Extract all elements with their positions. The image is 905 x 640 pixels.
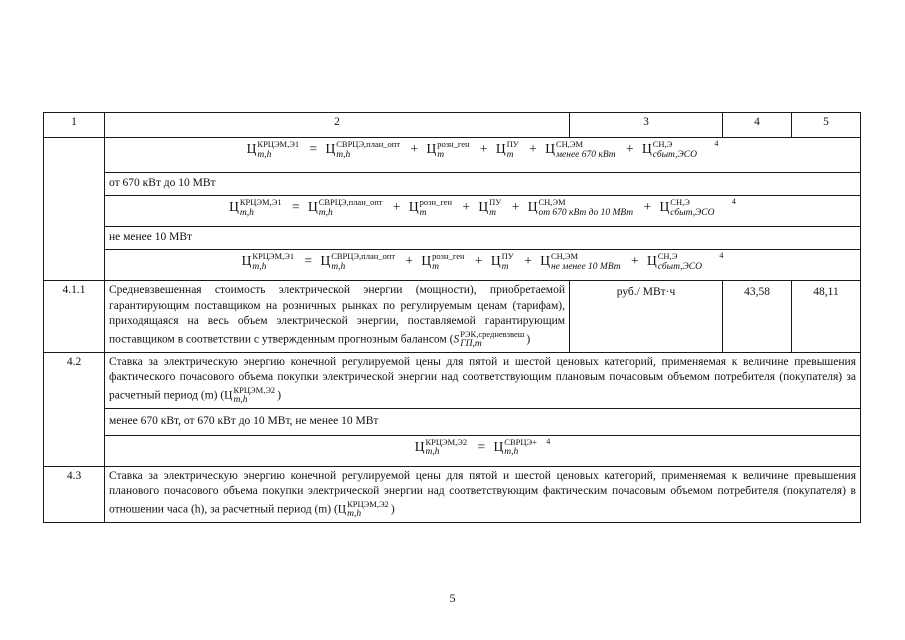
price-symbol: Ц xyxy=(527,199,538,215)
plus-sign: + xyxy=(631,253,639,269)
formula-not-less-10mw xyxy=(105,250,861,281)
formula-sup: ПУ xyxy=(489,197,502,207)
formula-sup: розн_ген xyxy=(419,197,453,207)
band-label: менее 670 кВт, от 670 кВт до 10 МВт, не менее 10 МВт xyxy=(105,408,861,435)
formula-sup: розн_ген xyxy=(437,139,470,149)
plus-sign: + xyxy=(405,253,414,269)
formula-sup: КРЦЭМ,Э2 xyxy=(425,436,468,447)
footnote-marker: 4 xyxy=(714,139,719,149)
formula-sub: ГП,m xyxy=(460,339,482,350)
price-symbol: Ц xyxy=(495,141,506,157)
price-symbol: Ц xyxy=(647,253,657,269)
footnote-marker: 4 xyxy=(719,251,724,261)
price-symbol: Ц xyxy=(490,253,501,269)
formula-e2 xyxy=(105,435,861,466)
formula-sup: СВРЦЭ,план_опт xyxy=(336,139,401,149)
price-symbol: Ц xyxy=(642,141,652,157)
formula-sub: m,h xyxy=(504,447,519,458)
formula-sub: m,h xyxy=(336,149,351,160)
formula-sup: СВРЦЭ,план_опт xyxy=(331,251,396,261)
formula-sub: m xyxy=(506,149,514,160)
price-symbol: Ц xyxy=(246,141,257,157)
formula-670kw-10mw xyxy=(105,196,861,227)
plus-sign: + xyxy=(474,253,483,269)
value-cell-2: 48,11 xyxy=(792,281,861,353)
formula-sup: КРЦЭМ,Э1 xyxy=(239,197,282,207)
page-number: 5 xyxy=(449,591,456,605)
price-symbol: Ц xyxy=(241,253,252,269)
row-number: 4.3 xyxy=(44,466,105,522)
row-number: 4.1.1 xyxy=(44,281,105,353)
header-row xyxy=(44,113,861,138)
formula-row-4 xyxy=(44,435,861,466)
formula-sub: не менее 10 МВт xyxy=(550,261,621,272)
formula-sup: СВРЦЭ,план_опт xyxy=(318,197,383,207)
formula-sup: ПУ xyxy=(506,139,519,149)
value-cell-1: 43,58 xyxy=(723,281,792,353)
price-symbol: Ц xyxy=(320,253,331,269)
row-description xyxy=(105,352,861,408)
formula-row-2 xyxy=(44,196,861,227)
plus-sign: + xyxy=(392,199,401,215)
price-symbol: Ц xyxy=(229,199,239,215)
header-col-4: 4 xyxy=(723,113,792,138)
description-text: Средневзвешенная стоимость электрической энергии (мощности), приобретаемой гарантирующим поставщиком на розничных рынках по регулируемым ценам (тарифам), приходящаяся на весь объем электрической энергии, поставляемой гарантирующим поставщиком в соответствии с утвержденным прогнозным балансом ( xyxy=(109,284,565,346)
price-symbol: Ц xyxy=(414,438,425,454)
formula-sup: СН,Э xyxy=(670,197,690,207)
formula-sup: КРЦЭМ,Э2 xyxy=(347,498,389,509)
equals-sign: = xyxy=(477,438,486,454)
formula-sub: m,h xyxy=(257,149,272,160)
row-4-1-1 xyxy=(44,281,861,353)
formula-sup: СН,ЭМ xyxy=(538,197,566,207)
formula-sub: m,h xyxy=(318,207,333,218)
band-label: не менее 10 МВт xyxy=(105,227,861,250)
price-symbol: Ц xyxy=(545,141,555,157)
formula-symbol: S xyxy=(453,333,460,346)
formula-sup: КРЦЭМ,Э1 xyxy=(252,251,295,261)
formula-sub: сбыт,ЭСО xyxy=(657,261,702,272)
plus-sign: + xyxy=(462,199,471,215)
header-col-3: 3 xyxy=(570,113,723,138)
formula-sub: от 670 кВт до 10 МВт xyxy=(538,207,634,218)
formula-sup: КРЦЭМ,Э2 xyxy=(233,384,276,395)
formula-sub: m,h xyxy=(425,447,440,458)
row-description xyxy=(105,281,570,353)
equals-sign: = xyxy=(291,199,300,215)
formula-sub: m,h xyxy=(239,207,254,218)
closing-paren: ) xyxy=(390,503,395,516)
formula-sub: сбыт,ЭСО xyxy=(652,149,697,160)
price-symbol: Ц xyxy=(426,141,437,157)
row-number: 4.2 xyxy=(44,352,105,466)
empty-number-cell xyxy=(44,138,105,281)
equals-sign: = xyxy=(304,253,313,269)
formula-sup: ПУ xyxy=(501,251,514,261)
formula-sup: СН,ЭМ xyxy=(550,251,579,261)
formula-sup: СН,Э xyxy=(657,251,678,261)
plus-sign: + xyxy=(410,141,419,157)
plus-sign: + xyxy=(626,141,634,157)
row-description xyxy=(105,466,861,522)
description-text: Ставка за электрическую энергию конечной регулируемой цены для пятой и шестой ценовых категорий, применяемая к величине превышения планового почасового объема покупки электрической энергии над соответствующим фактическим почасовым объемом потребителя (покупателя) в отношении часа (h), за расчетный период (m) ( xyxy=(109,469,856,516)
unit-cell: руб./ МВт·ч xyxy=(570,281,723,353)
price-symbol: Ц xyxy=(421,253,432,269)
plus-sign: + xyxy=(529,141,537,157)
formula-sup: СН,ЭМ xyxy=(555,139,584,149)
equals-sign: = xyxy=(309,141,318,157)
formula-sup: розн_ген xyxy=(432,251,465,261)
price-symbol: Ц xyxy=(307,199,318,215)
closing-paren: ) xyxy=(526,333,531,346)
price-symbol: Ц xyxy=(478,199,489,215)
formula-sub: m xyxy=(489,207,497,218)
formula-sup: КРЦЭМ,Э1 xyxy=(257,139,300,149)
row-4-3 xyxy=(44,466,861,522)
plus-sign: + xyxy=(643,199,652,215)
price-symbol: Ц xyxy=(337,503,347,516)
formula-sub: сбыт,ЭСО xyxy=(670,207,715,218)
formula-sub: m xyxy=(419,207,427,218)
band-row-2 xyxy=(44,227,861,250)
band-row-3 xyxy=(44,408,861,435)
price-symbol: Ц xyxy=(325,141,336,157)
formula-sup: СН,Э xyxy=(652,139,673,149)
formula-sub: m xyxy=(437,149,445,160)
formula-sub: m xyxy=(432,261,440,272)
price-symbol: Ц xyxy=(224,389,233,402)
closing-paren: ) xyxy=(277,389,282,402)
formula-row-3 xyxy=(44,250,861,281)
formula-sub: m,h xyxy=(331,261,346,272)
footnote-marker: 4 xyxy=(731,197,736,207)
plus-sign: + xyxy=(511,199,520,215)
band-row-1 xyxy=(44,173,861,196)
header-col-2: 2 xyxy=(105,113,570,138)
formula-row-1 xyxy=(44,138,861,173)
header-col-1: 1 xyxy=(44,113,105,138)
formula-sub: m,h xyxy=(252,261,267,272)
price-symbol: Ц xyxy=(659,199,670,215)
plus-sign: + xyxy=(524,253,532,269)
price-symbol: Ц xyxy=(408,199,419,215)
formula-sup: РЭК,средневзвеш xyxy=(460,328,525,339)
formula-less-670kw xyxy=(105,138,861,173)
header-col-5: 5 xyxy=(792,113,861,138)
band-label: от 670 кВт до 10 МВт xyxy=(105,173,861,196)
formula-sub: m xyxy=(501,261,509,272)
description-text: Ставка за электрическую энергию конечной регулируемой цены для пятой и шестой ценовых категорий, применяемая к величине превышения фактического почасового объема покупки электрической энергии над соответствующим плановым почасовым объемом потребителя (покупателя) за расчетный период (m) ( xyxy=(109,355,856,402)
row-4-2 xyxy=(44,352,861,408)
tariff-table xyxy=(43,112,861,523)
formula-sup: СВРЦЭ+ xyxy=(504,436,537,447)
formula-sub: менее 670 кВт xyxy=(555,149,616,160)
formula-sub: m,h xyxy=(347,509,362,520)
plus-sign: + xyxy=(479,141,488,157)
price-symbol: Ц xyxy=(493,438,504,454)
price-symbol: Ц xyxy=(540,253,550,269)
footnote-marker: 4 xyxy=(546,436,551,446)
formula-sub: m,h xyxy=(233,395,248,406)
